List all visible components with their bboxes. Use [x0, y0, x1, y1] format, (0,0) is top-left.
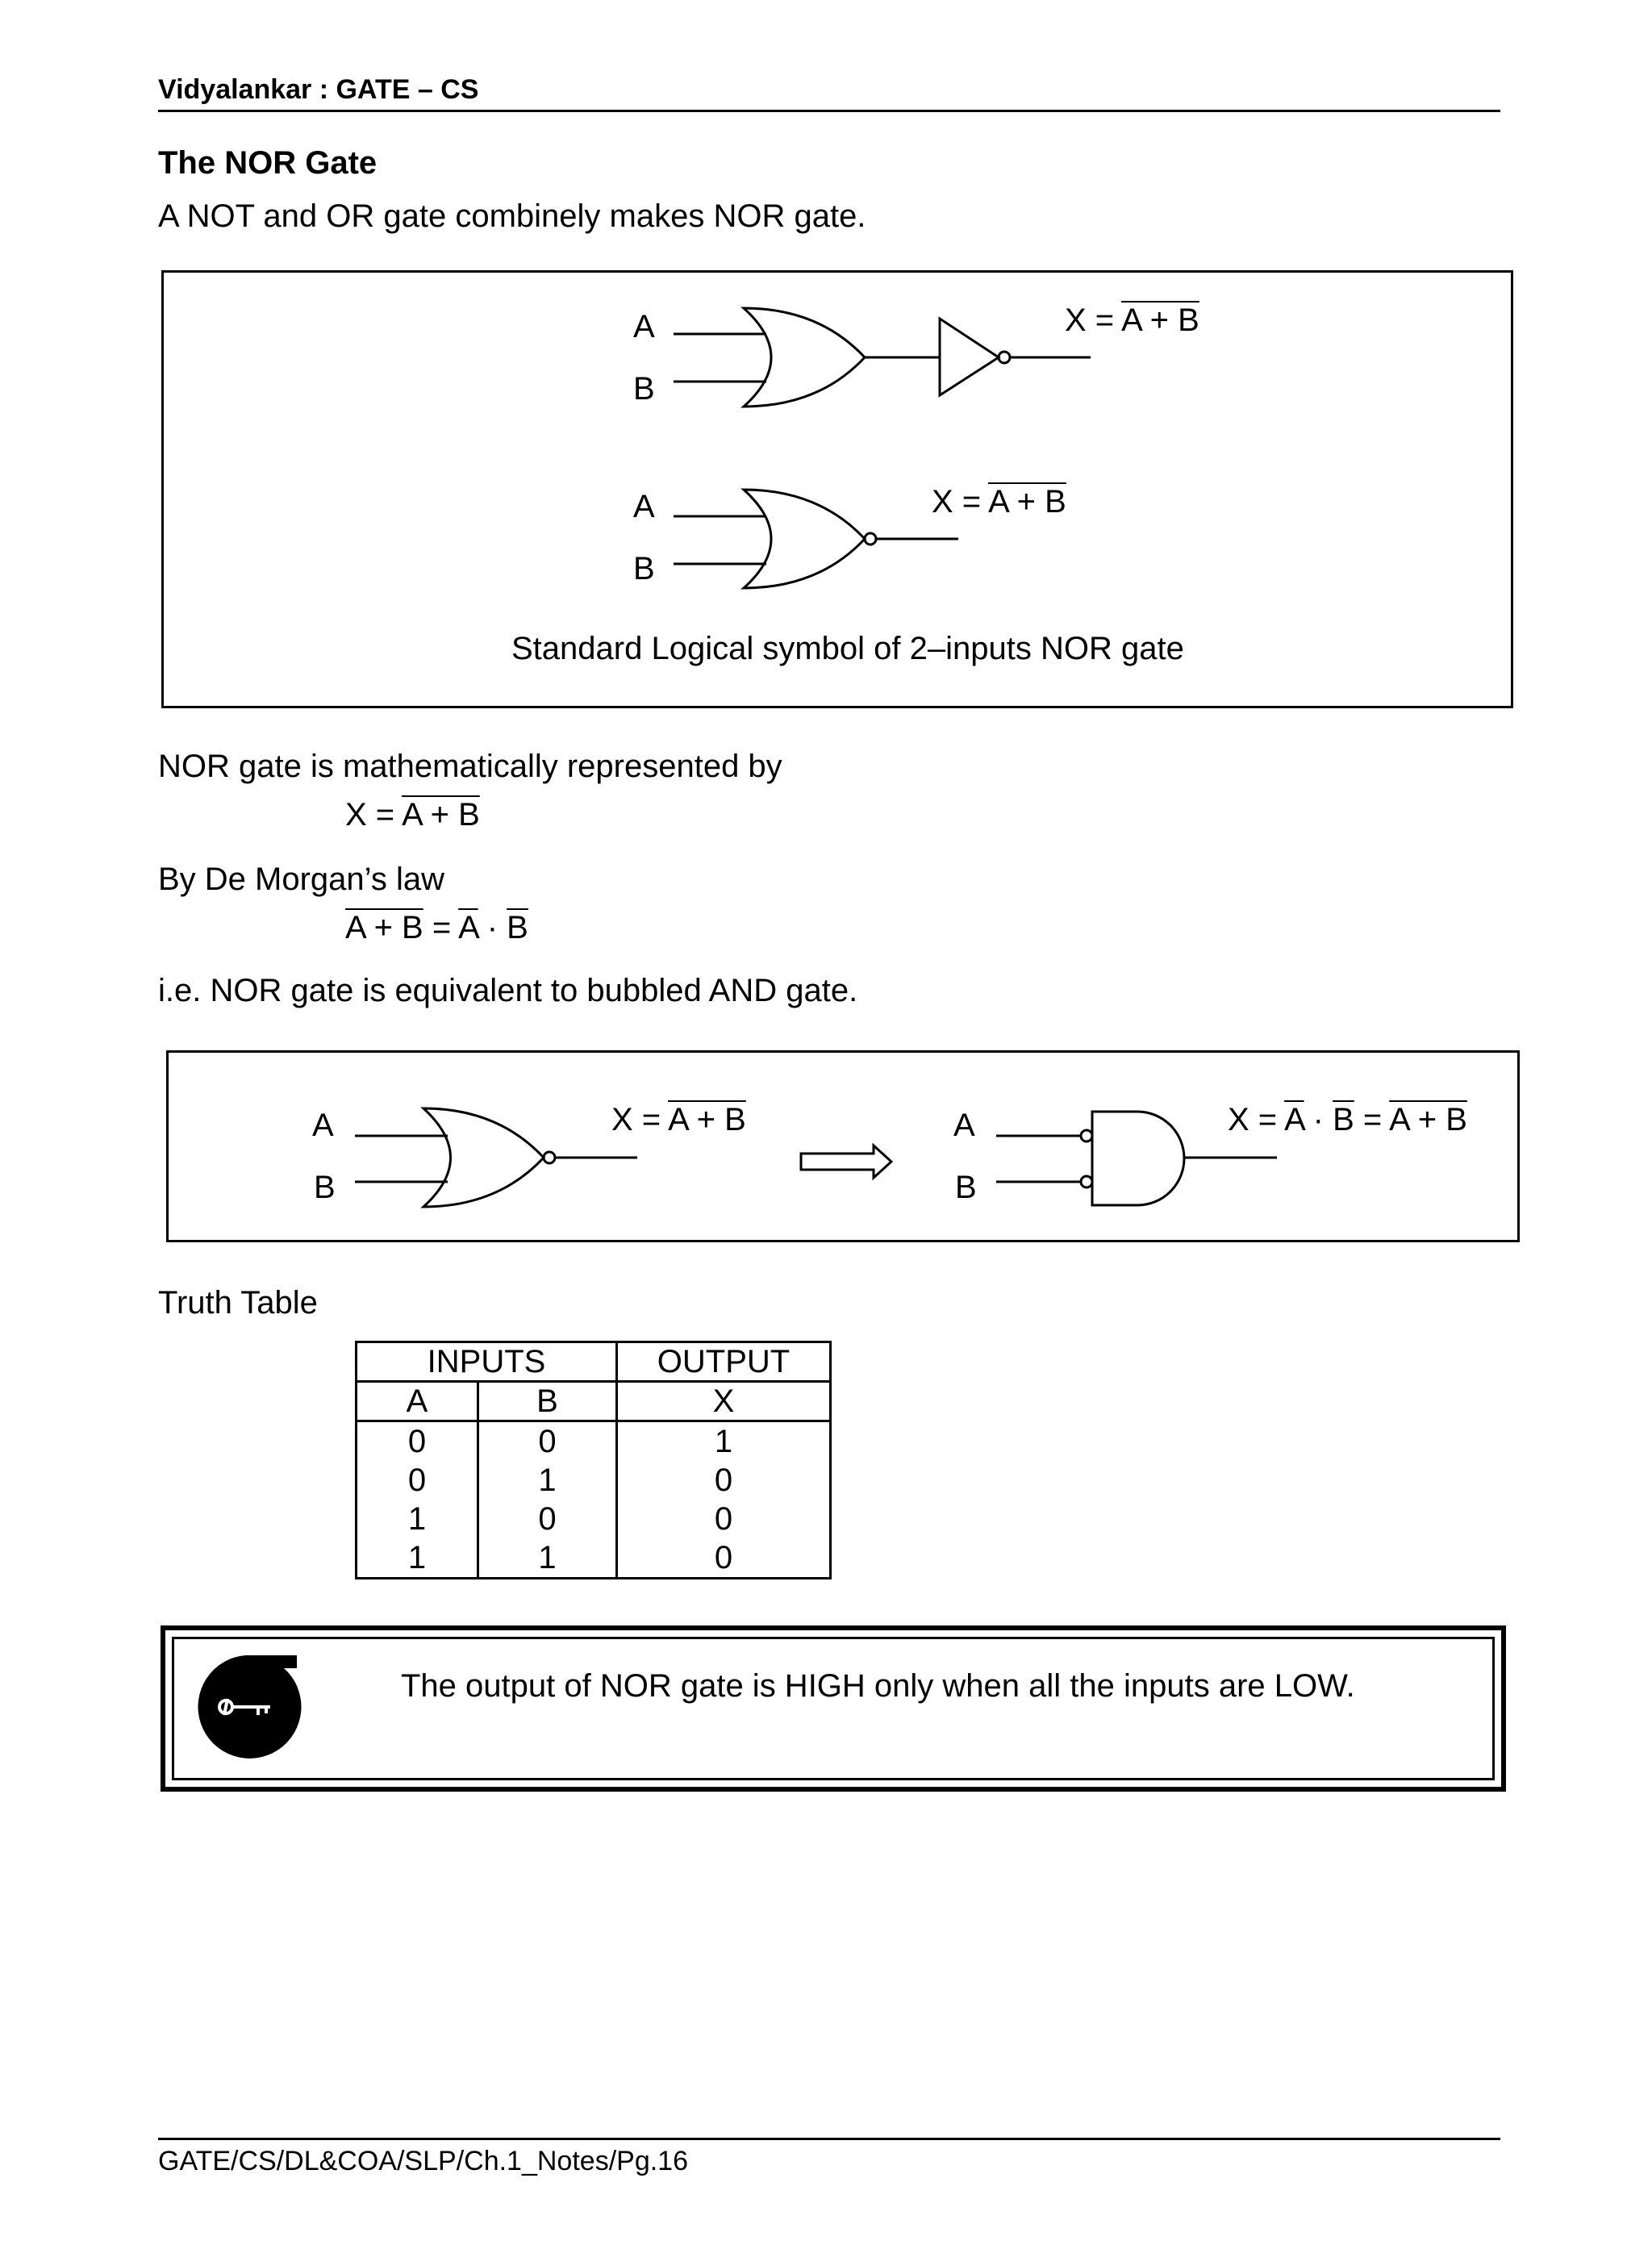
page-header: Vidyalankar : GATE – CS: [158, 74, 479, 105]
fig2-right-input-a: A: [953, 1108, 975, 1143]
dot: ·: [478, 910, 507, 945]
cell-b: 0: [478, 1500, 617, 1538]
intro-text: A NOT and OR gate combinely makes NOR gate.: [158, 198, 866, 234]
cell-a: 0: [357, 1421, 478, 1462]
inputs-header: INPUTS: [357, 1342, 617, 1382]
a-bar: $\overline{A}$: [1284, 1102, 1304, 1137]
eq-sign: =: [423, 910, 459, 945]
eq-sign: =: [1354, 1102, 1390, 1137]
eq-bar: A + B: [402, 797, 480, 832]
footer-rule: [158, 2138, 1500, 2140]
eq-lhs: X =: [1228, 1102, 1285, 1137]
eq-bar: A + B: [1389, 1102, 1467, 1137]
cell-b: 0: [478, 1421, 617, 1462]
col-a-header: A: [357, 1382, 478, 1421]
cell-x: 0: [617, 1500, 831, 1538]
output-header: OUTPUT: [617, 1342, 831, 1382]
fig2-left-input-b: B: [314, 1170, 336, 1205]
eq-lhs: X =: [345, 797, 403, 832]
eq-lhs: X =: [1065, 303, 1122, 338]
cell-b: 1: [478, 1461, 617, 1500]
cell-b: 1: [478, 1538, 617, 1579]
fig1-bottom-input-a: A: [633, 489, 655, 524]
fig1-top-input-b: B: [633, 371, 655, 407]
eq-bar: A + B: [988, 484, 1066, 520]
section-title: The NOR Gate: [158, 145, 378, 181]
fig2-right-input-b: B: [955, 1170, 977, 1205]
demorgan-intro: By De Morgan’s law: [158, 862, 444, 897]
eq-lhs: X =: [932, 484, 989, 520]
cell-x: 0: [617, 1461, 831, 1500]
cell-a: 0: [357, 1461, 478, 1500]
page-footer: GATE/CS/DL&COA/SLP/Ch.1_Notes/Pg.16: [158, 2146, 688, 2176]
cell-x: 1: [617, 1421, 831, 1462]
b-bar: $\overline{B}$: [507, 910, 528, 945]
figure1-caption: Standard Logical symbol of 2–inputs NOR gate: [511, 631, 1184, 666]
col-b-header: B: [478, 1382, 617, 1421]
key-note-text: The output of NOR gate is HIGH only when all the inputs are LOW.: [401, 1668, 1355, 1704]
truth-table-heading: Truth Table: [158, 1285, 318, 1321]
demorgan-lhs: A + B: [345, 910, 423, 945]
b-bar: $\overline{B}$: [1333, 1102, 1354, 1137]
cell-a: 1: [357, 1538, 478, 1579]
col-x-header: X: [617, 1382, 831, 1421]
fig1-bottom-input-b: B: [633, 551, 655, 586]
equivalent-text: i.e. NOR gate is equivalent to bubbled AND gate.: [158, 973, 858, 1008]
eq-bar: A + B: [1121, 303, 1199, 338]
a-bar: $\overline{A}$: [458, 910, 478, 945]
fig2-left-input-a: A: [312, 1108, 334, 1143]
represented-text: NOR gate is mathematically represented by: [158, 749, 782, 784]
cell-x: 0: [617, 1538, 831, 1579]
dot: ·: [1304, 1102, 1333, 1137]
eq-lhs: X =: [611, 1102, 669, 1137]
cell-a: 1: [357, 1500, 478, 1538]
eq-bar: A + B: [668, 1102, 746, 1137]
fig1-top-input-a: A: [633, 309, 655, 344]
